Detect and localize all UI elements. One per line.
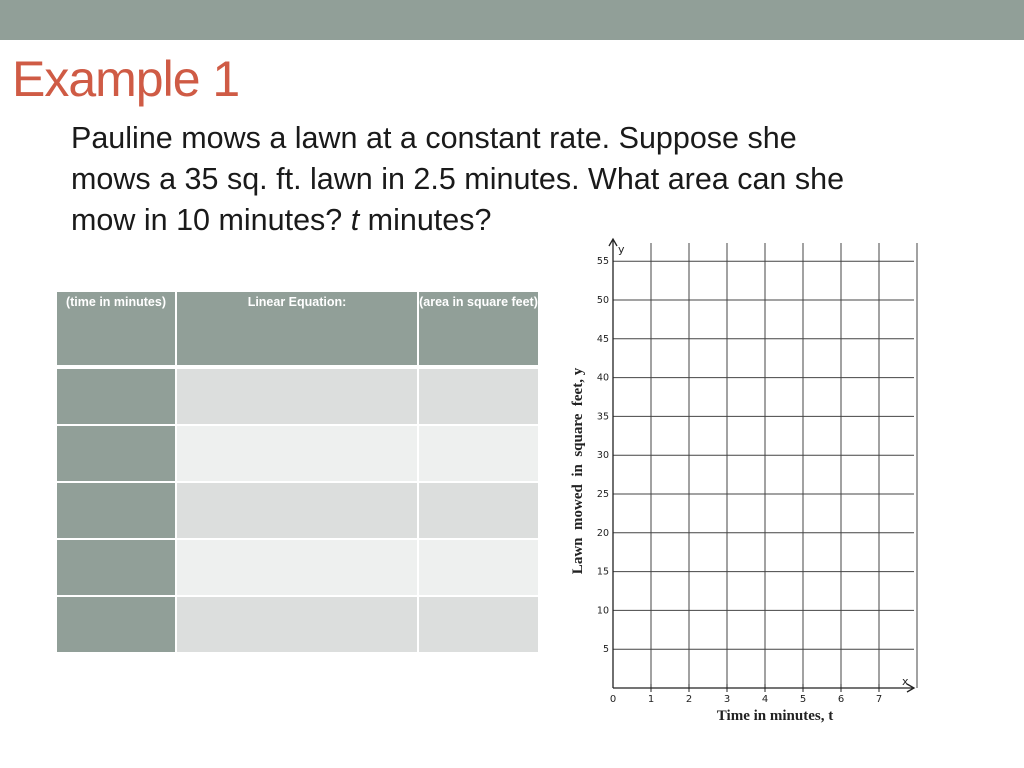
- table-cell: [418, 367, 539, 425]
- table-cell: [56, 367, 176, 425]
- y-tick-label: 25: [596, 489, 609, 500]
- top-bar: [0, 0, 1024, 40]
- table-cell: [418, 596, 539, 653]
- x-tick-label: 2: [685, 694, 693, 705]
- y-tick-label: 15: [596, 566, 609, 578]
- y-tick-label: 30: [596, 450, 609, 462]
- table-row: [56, 367, 539, 425]
- table-cell: [418, 425, 539, 482]
- table-row: [56, 596, 539, 653]
- y-axis-title: Lawn mowed in square feet, y: [570, 367, 586, 575]
- x-tick-label: 4: [761, 694, 769, 705]
- problem-line-1: Pauline mows a lawn at a constant rate. Suppose she: [71, 121, 797, 155]
- table-cell: [56, 596, 176, 653]
- problem-line-3-pre: mow in 10 minutes?: [71, 203, 351, 237]
- x-tick-label: 3: [723, 694, 731, 705]
- table-cell: [56, 482, 176, 539]
- header-area: (area in square feet): [418, 291, 539, 367]
- table-cell: [56, 425, 176, 482]
- x-tick-label: 7: [875, 694, 883, 705]
- header-linear-equation: Linear Equation:: [176, 291, 418, 367]
- table-header-row: [56, 291, 539, 367]
- x-tick-label: 6: [837, 694, 845, 705]
- y-tick-label: 20: [596, 527, 609, 539]
- problem-line-3-post: minutes?: [359, 203, 492, 237]
- y-axis-letter: y: [618, 243, 625, 256]
- y-tick-label: 45: [596, 333, 609, 345]
- x-tick-label: 1: [647, 694, 655, 705]
- problem-line-2: mows a 35 sq. ft. lawn in 2.5 minutes. What area can she: [71, 162, 845, 196]
- y-tick-label: 35: [596, 411, 609, 423]
- y-tick-label: 50: [596, 295, 609, 306]
- y-tick-label: 10: [596, 605, 609, 617]
- slide-title: Example 1: [12, 51, 240, 107]
- table-row: [56, 482, 539, 539]
- table-cell: [56, 539, 176, 596]
- y-tick-label: 5: [602, 644, 609, 656]
- x-axis-title: Time in minutes, t: [716, 708, 834, 724]
- table-row: [56, 539, 539, 596]
- table-cell: [418, 539, 539, 596]
- data-table: [55, 290, 540, 654]
- x-tick-label: 5: [799, 694, 807, 705]
- table-cell: [418, 482, 539, 539]
- table-row: [56, 425, 539, 482]
- table-cell: [176, 539, 418, 596]
- problem-line-3: [71, 200, 971, 241]
- table-cell: [176, 367, 418, 425]
- table-cell: [176, 596, 418, 653]
- x-axis-letter: x: [902, 675, 909, 688]
- problem-text: [71, 118, 971, 241]
- coordinate-grid: [560, 236, 920, 732]
- table-cell: [176, 482, 418, 539]
- x-tick-label: 0: [609, 694, 617, 705]
- header-time: (time in minutes): [56, 291, 176, 367]
- y-tick-label: 40: [596, 372, 609, 384]
- problem-variable-t: t: [350, 203, 360, 237]
- y-tick-label: 55: [596, 256, 609, 268]
- table-cell: [176, 425, 418, 482]
